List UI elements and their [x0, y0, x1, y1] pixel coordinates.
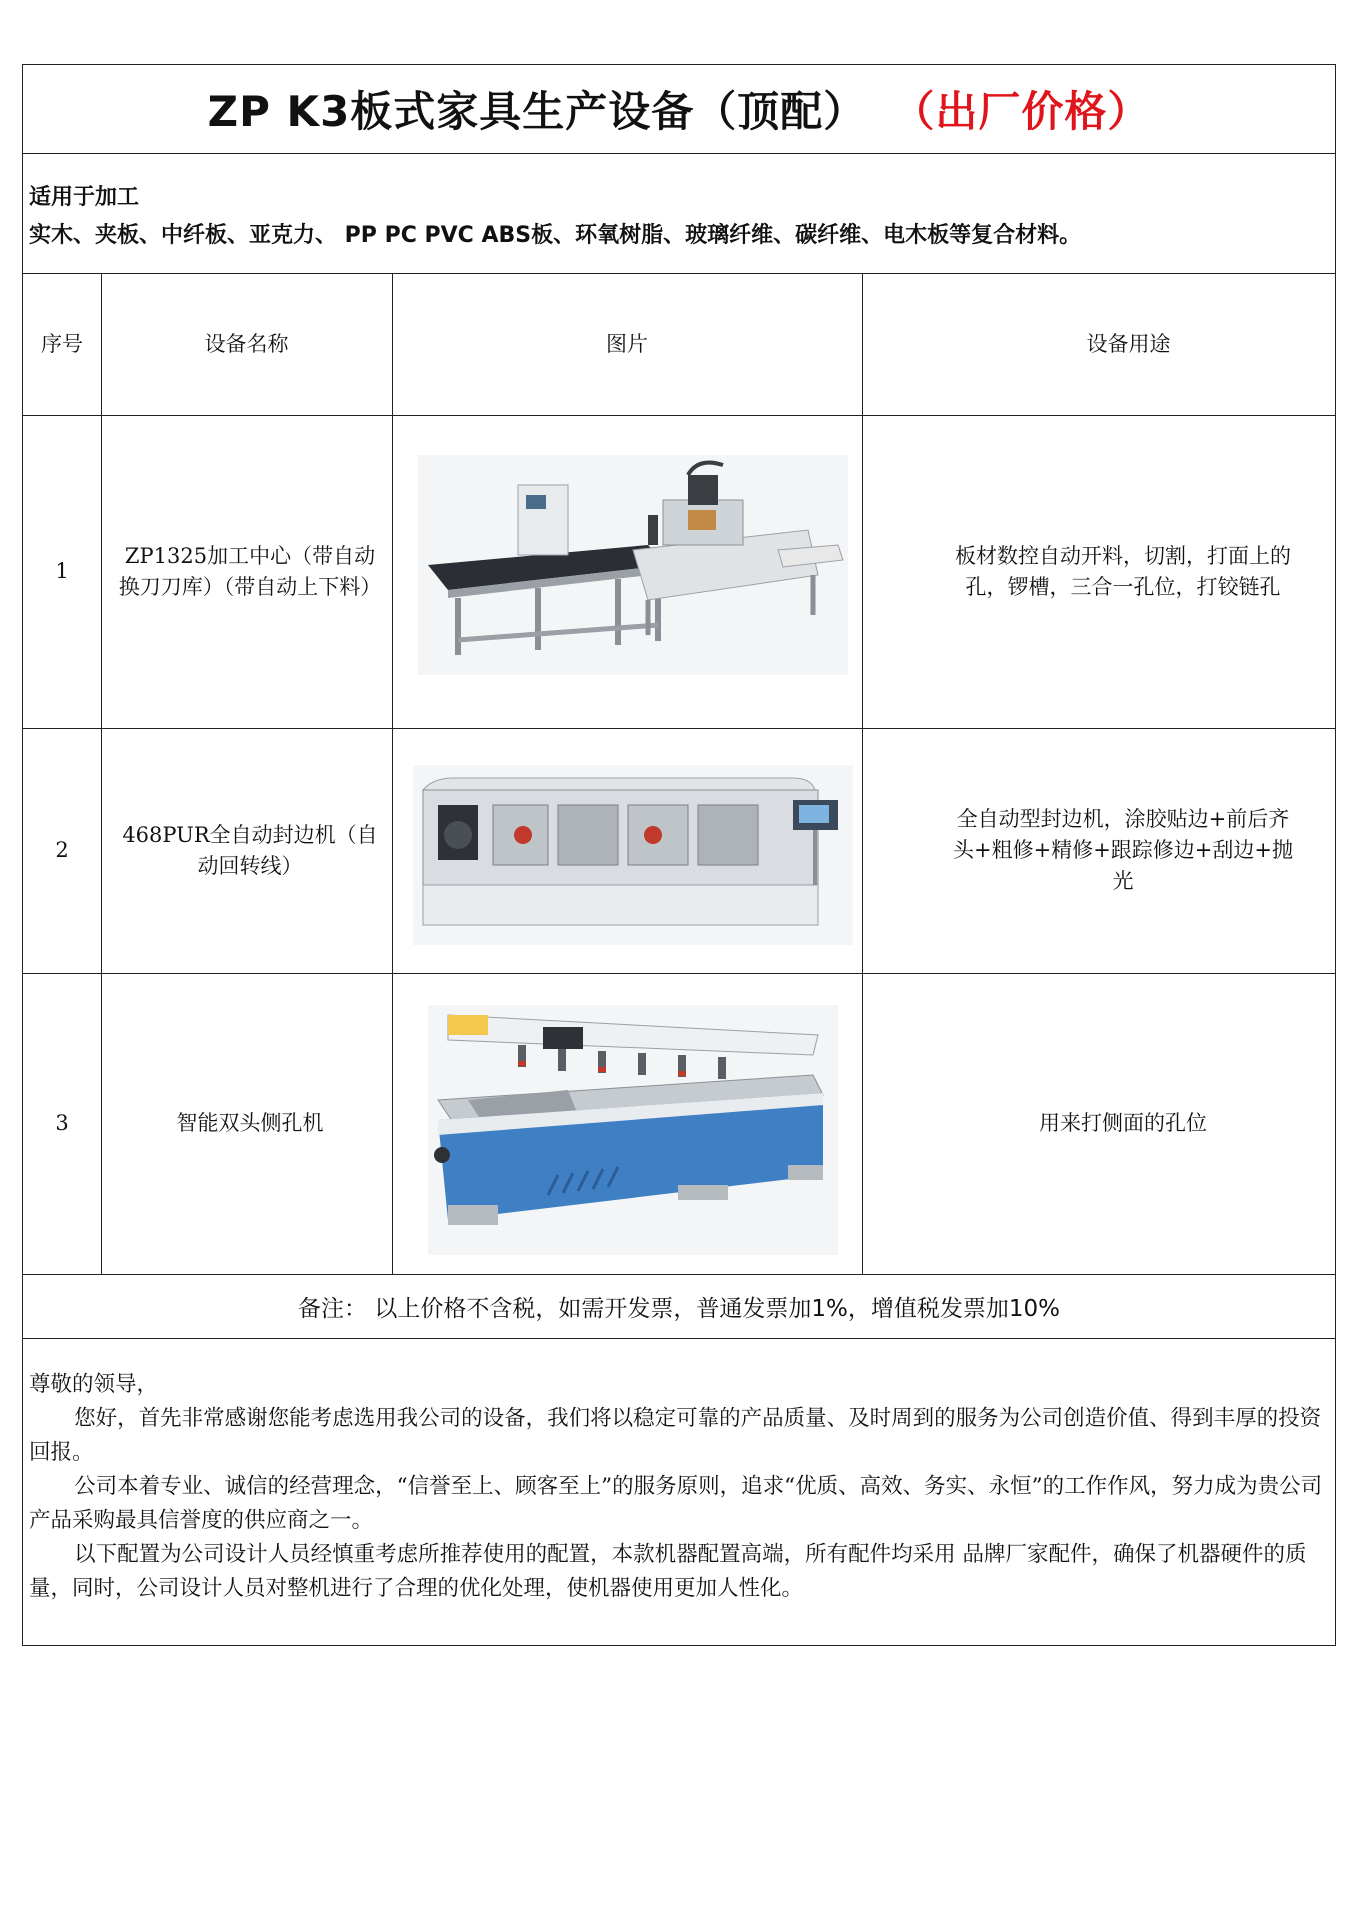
- quotation-sheet: [22, 64, 1336, 1646]
- cover-letter: [23, 1338, 1335, 1606]
- row3-no: 3: [55, 1111, 69, 1135]
- table-column-line: [392, 273, 393, 1274]
- applies-materials: 实木、夹板、中纤板、亚克力、 PP PC PVC ABS板、环氧树脂、玻璃纤维、碳纤维、电木板等复合材料。: [29, 223, 1082, 248]
- applicable-materials: [23, 153, 1335, 273]
- row1-name: ZP1325加工中心（带自动换刀刀库）（带自动上下料）: [118, 543, 382, 599]
- letter-paragraph: 以下配置为公司设计人员经慎重考虑所推荐使用的配置，本款机器配置高端，所有配件均采用 品牌厂家配件，确保了机器硬件的质量，同时，公司设计人员对整机进行了合理的优化处理，使机器使用更加人性化。: [29, 1542, 1307, 1601]
- table-column-line: [862, 273, 863, 1274]
- title-main: ZP K3板式家具生产设备（顶配）: [207, 87, 867, 136]
- price-note: 备注： 以上价格不含税，如需开发票，普通发票加1%，增值税发票加10%: [298, 1295, 1060, 1322]
- header-use: 设备用途: [1086, 331, 1171, 356]
- cnc-machining-center-image: [418, 455, 848, 675]
- letter-paragraph: 公司本着专业、诚信的经营理念，“信誉至上、顾客至上”的服务原则，追求“优质、高效、务实、永恒”的工作作风，努力成为贵公司产品采购最具信誉度的供应商之一。: [29, 1474, 1323, 1533]
- header-no: 序号: [41, 331, 83, 356]
- letter-paragraph: 您好，首先非常感谢您能考虑选用我公司的设备，我们将以稳定可靠的产品质量、及时周到的服务为公司创造价值、得到丰厚的投资回报。: [29, 1406, 1322, 1465]
- row1-use: 板材数控自动开料，切割，打面上的孔，锣槽，三合一孔位，打铰链孔: [955, 543, 1291, 599]
- title-highlight: （出厂价格）: [892, 87, 1151, 136]
- edge-banding-machine-image: [413, 765, 853, 945]
- table-column-line: [101, 273, 102, 1274]
- row1-no: 1: [55, 559, 69, 583]
- letter-greeting: 尊敬的领导，: [29, 1372, 159, 1397]
- row2-name: 468PUR全自动封边机（自动回转线）: [122, 822, 378, 878]
- header-image: 图片: [606, 331, 648, 356]
- row3-use: 用来打侧面的孔位: [1039, 1111, 1207, 1135]
- row3-name: 智能双头侧孔机: [176, 1111, 324, 1135]
- applies-heading: 适用于加工: [29, 185, 140, 210]
- row2-use: 全自动型封边机，涂胶贴边+前后齐头+粗修+精修+跟踪修边+刮边+抛光: [953, 807, 1293, 893]
- header-name: 设备名称: [204, 331, 289, 356]
- row2-no: 2: [55, 838, 69, 862]
- side-drilling-machine-image: [428, 1005, 838, 1255]
- document-title: [23, 65, 1335, 153]
